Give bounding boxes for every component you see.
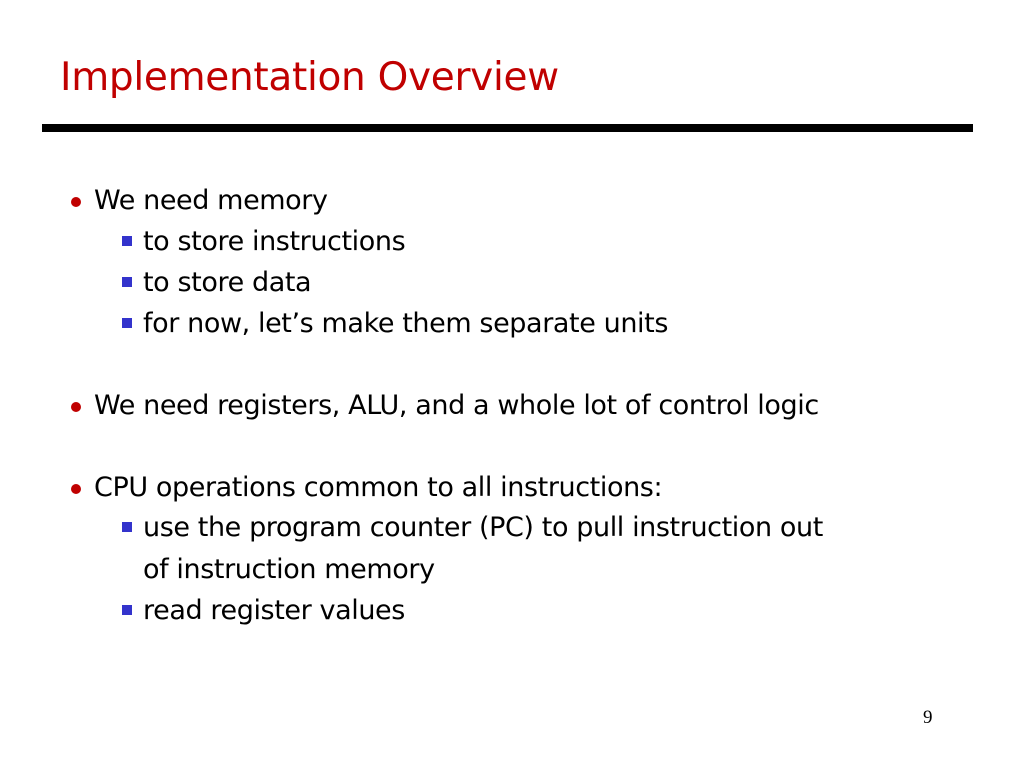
bullet-dot-icon — [71, 197, 81, 207]
bullet-item: We need registers, ALU, and a whole lot of control logic — [94, 390, 819, 421]
slide-title: Implementation Overview — [60, 55, 559, 100]
sub-bullet-square-icon — [122, 236, 132, 246]
sub-bullet-continuation: of instruction memory — [143, 554, 435, 585]
bullet-item: We need memory — [94, 185, 328, 216]
sub-bullet-square-icon — [122, 318, 132, 328]
sub-bullet-square-icon — [122, 522, 132, 532]
bullet-item: CPU operations common to all instructions: — [94, 472, 663, 503]
sub-bullet-item: to store instructions — [143, 226, 406, 257]
title-divider — [42, 124, 973, 132]
sub-bullet-square-icon — [122, 277, 132, 287]
sub-bullet-item: to store data — [143, 267, 312, 298]
sub-bullet-item: use the program counter (PC) to pull instruction out — [143, 512, 823, 543]
sub-bullet-square-icon — [122, 605, 132, 615]
sub-bullet-item: for now, let’s make them separate units — [143, 308, 668, 339]
page-number: 9 — [923, 707, 933, 728]
sub-bullet-item: read register values — [143, 595, 405, 626]
bullet-dot-icon — [71, 402, 81, 412]
bullet-dot-icon — [71, 484, 81, 494]
